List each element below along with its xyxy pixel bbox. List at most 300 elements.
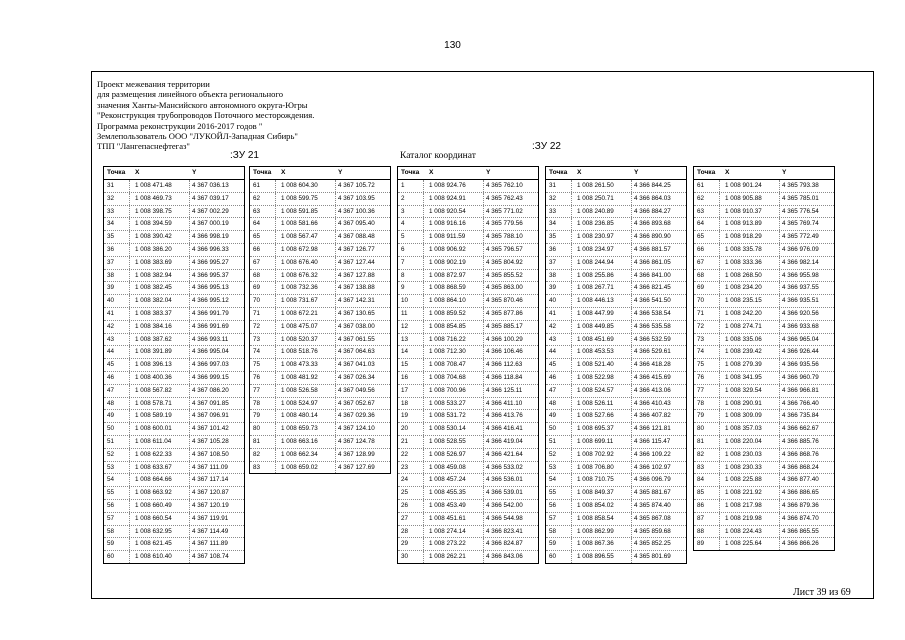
x-cell: 1 008 633.67 [130, 462, 190, 474]
header-x: X [135, 169, 140, 176]
plot-label-zu22: :ЗУ 22 [532, 141, 561, 152]
header-y: Y [338, 169, 343, 176]
table-row [694, 295, 834, 308]
x-cell: 1 008 230.97 [572, 231, 632, 243]
x-cell: 1 008 702.92 [572, 449, 632, 461]
x-cell: 1 008 868.59 [424, 282, 484, 294]
point-cell: 47 [104, 385, 130, 397]
y-cell: 4 366 993.11 [192, 335, 229, 343]
table-row [546, 270, 686, 283]
point-cell: 24 [398, 474, 424, 486]
x-cell: 1 008 591.85 [276, 206, 336, 218]
header-line: для размещения линейного объекта регионального [97, 89, 284, 100]
x-cell: 1 008 676.32 [276, 270, 336, 282]
x-cell: 1 008 221.92 [720, 487, 780, 499]
y-cell: 4 365 801.69 [634, 553, 671, 561]
table-row [546, 526, 686, 539]
table-row [250, 270, 390, 283]
x-cell: 1 008 858.54 [572, 513, 632, 525]
y-cell: 4 367 026.34 [338, 373, 375, 381]
y-cell: 4 367 127.44 [338, 258, 375, 266]
x-cell: 1 008 219.98 [720, 513, 780, 525]
point-cell: 57 [546, 513, 572, 525]
point-cell: 64 [694, 218, 720, 230]
point-cell: 80 [250, 423, 276, 435]
y-cell: 4 366 662.67 [782, 425, 819, 433]
table-header [104, 167, 244, 180]
table-row [546, 282, 686, 295]
table-row [250, 231, 390, 244]
table-row [546, 308, 686, 321]
y-cell: 4 366 411.10 [486, 399, 523, 407]
y-cell: 4 366 416.41 [486, 425, 523, 433]
y-cell: 4 367 095.40 [338, 220, 375, 228]
table-row [694, 359, 834, 372]
y-cell: 4 366 766.40 [782, 399, 819, 407]
x-cell: 1 008 567.47 [276, 231, 336, 243]
x-cell: 1 008 622.33 [130, 449, 190, 461]
y-cell: 4 366 418.28 [634, 361, 671, 369]
point-cell: 34 [104, 218, 130, 230]
point-cell: 64 [250, 218, 276, 230]
x-cell: 1 008 672.98 [276, 244, 336, 256]
table-row [104, 334, 244, 347]
x-cell: 1 008 382.94 [130, 270, 190, 282]
x-cell: 1 008 382.04 [130, 295, 190, 307]
y-cell: 4 366 995.37 [192, 271, 229, 279]
x-cell: 1 008 387.62 [130, 334, 190, 346]
table-row [694, 282, 834, 295]
table-row [250, 218, 390, 231]
y-cell: 4 366 109.22 [634, 450, 671, 458]
point-cell: 86 [694, 500, 720, 512]
x-cell: 1 008 480.14 [276, 410, 336, 422]
y-cell: 4 366 539.01 [486, 489, 523, 497]
y-cell: 4 365 863.00 [486, 284, 523, 292]
point-cell: 27 [398, 513, 424, 525]
x-cell: 1 008 446.13 [572, 295, 632, 307]
point-cell: 53 [104, 462, 130, 474]
point-cell: 70 [694, 295, 720, 307]
point-cell: 66 [250, 244, 276, 256]
x-cell: 1 008 902.19 [424, 257, 484, 269]
x-cell: 1 008 273.22 [424, 538, 484, 550]
point-cell: 28 [398, 526, 424, 538]
table-row [104, 410, 244, 423]
point-cell: 76 [250, 372, 276, 384]
x-cell: 1 008 531.72 [424, 410, 484, 422]
table-row [398, 500, 538, 513]
point-cell: 44 [546, 346, 572, 358]
point-cell: 3 [398, 206, 424, 218]
table-row [694, 372, 834, 385]
header-line: Проект межевания территории [97, 79, 210, 89]
header-line: значения Ханты-Мансийского автономного округа-Югры [97, 99, 308, 110]
x-cell: 1 008 383.37 [130, 308, 190, 320]
header-x: X [577, 169, 582, 176]
point-cell: 59 [546, 538, 572, 550]
x-cell: 1 008 905.88 [720, 193, 780, 205]
x-cell: 1 008 225.88 [720, 474, 780, 486]
table-row [694, 346, 834, 359]
coordinate-table-3 [397, 166, 539, 564]
table-row [546, 231, 686, 244]
table-row [398, 538, 538, 551]
y-cell: 4 367 039.17 [192, 194, 229, 202]
table-row [104, 423, 244, 436]
point-cell: 33 [104, 206, 130, 218]
x-cell: 1 008 518.76 [276, 346, 336, 358]
y-cell: 4 366 532.59 [634, 335, 671, 343]
table-row [694, 423, 834, 436]
table-row [546, 513, 686, 526]
x-cell: 1 008 391.89 [130, 346, 190, 358]
point-cell: 37 [546, 257, 572, 269]
x-cell: 1 008 589.19 [130, 410, 190, 422]
point-cell: 22 [398, 449, 424, 461]
point-cell: 35 [546, 231, 572, 243]
x-cell: 1 008 526.58 [276, 385, 336, 397]
point-cell: 69 [250, 282, 276, 294]
x-cell: 1 008 700.96 [424, 385, 484, 397]
x-cell: 1 008 731.67 [276, 295, 336, 307]
table-row [398, 436, 538, 449]
table-row [104, 282, 244, 295]
coordinate-table-2 [249, 166, 391, 474]
x-cell: 1 008 459.08 [424, 462, 484, 474]
y-cell: 4 365 874.40 [634, 501, 671, 509]
x-cell: 1 008 859.52 [424, 308, 484, 320]
table-row [250, 436, 390, 449]
point-cell: 33 [546, 206, 572, 218]
table-row [546, 295, 686, 308]
y-cell: 4 365 776.54 [782, 207, 819, 215]
x-cell: 1 008 274.71 [720, 321, 780, 333]
x-cell: 1 008 453.49 [424, 500, 484, 512]
y-cell: 4 366 861.05 [634, 258, 671, 266]
x-cell: 1 008 217.98 [720, 500, 780, 512]
header-y: Y [192, 169, 197, 176]
table-row [694, 257, 834, 270]
y-cell: 4 366 991.79 [192, 309, 229, 317]
table-row [694, 500, 834, 513]
table-row [398, 282, 538, 295]
table-row [546, 551, 686, 563]
y-cell: 4 366 935.51 [782, 297, 819, 305]
point-cell: 40 [104, 295, 130, 307]
y-cell: 4 366 821.45 [634, 284, 671, 292]
x-cell: 1 008 918.29 [720, 231, 780, 243]
table-row [546, 423, 686, 436]
table-row [546, 180, 686, 193]
y-cell: 4 366 982.14 [782, 258, 819, 266]
x-cell: 1 008 710.75 [572, 474, 632, 486]
point-cell: 72 [694, 321, 720, 333]
table-row [546, 385, 686, 398]
table-row [104, 474, 244, 487]
table-row [398, 193, 538, 206]
y-cell: 4 365 877.86 [486, 309, 523, 317]
table-row [250, 359, 390, 372]
x-cell: 1 008 396.13 [130, 359, 190, 371]
y-cell: 4 366 991.69 [192, 322, 229, 330]
y-cell: 4 365 788.10 [486, 233, 523, 241]
table-row [250, 398, 390, 411]
x-cell: 1 008 333.36 [720, 257, 780, 269]
table-row [104, 372, 244, 385]
x-cell: 1 008 659.73 [276, 423, 336, 435]
point-cell: 69 [694, 282, 720, 294]
point-cell: 47 [546, 385, 572, 397]
y-cell: 4 367 000.19 [192, 220, 229, 228]
x-cell: 1 008 578.71 [130, 398, 190, 410]
point-cell: 32 [546, 193, 572, 205]
x-cell: 1 008 910.37 [720, 206, 780, 218]
point-cell: 77 [694, 385, 720, 397]
table-row [250, 449, 390, 462]
x-cell: 1 008 530.14 [424, 423, 484, 435]
x-cell: 1 008 250.71 [572, 193, 632, 205]
table-row [398, 423, 538, 436]
x-cell: 1 008 449.85 [572, 321, 632, 333]
point-cell: 40 [546, 295, 572, 307]
point-cell: 63 [250, 206, 276, 218]
y-cell: 4 367 064.63 [338, 348, 375, 356]
x-cell: 1 008 659.02 [276, 462, 336, 474]
y-cell: 4 366 544.98 [486, 514, 523, 522]
x-cell: 1 008 896.55 [572, 551, 632, 563]
point-cell: 52 [104, 449, 130, 461]
header-x: X [725, 169, 730, 176]
point-cell: 60 [104, 551, 130, 563]
y-cell: 4 365 885.17 [486, 322, 523, 330]
point-cell: 62 [694, 193, 720, 205]
header-line: ТПП "Лангепаснефтегаз" [97, 141, 190, 152]
header-x: X [281, 169, 286, 176]
x-cell: 1 008 274.14 [424, 526, 484, 538]
x-cell: 1 008 611.04 [130, 436, 190, 448]
x-cell: 1 008 255.86 [572, 270, 632, 282]
x-cell: 1 008 526.97 [424, 449, 484, 461]
header-line: Программа реконструкции 2016-2017 годов " [97, 120, 263, 131]
x-cell: 1 008 398.75 [130, 206, 190, 218]
point-cell: 59 [104, 538, 130, 550]
point-cell: 56 [546, 500, 572, 512]
table-row [104, 398, 244, 411]
page-number: 130 [444, 40, 461, 51]
point-cell: 39 [546, 282, 572, 294]
y-cell: 4 366 536.01 [486, 476, 523, 484]
point-cell: 76 [694, 372, 720, 384]
table-row [694, 398, 834, 411]
table-row [546, 244, 686, 257]
table-row [398, 449, 538, 462]
table-row [546, 206, 686, 219]
y-cell: 4 366 998.19 [192, 233, 229, 241]
point-cell: 36 [104, 244, 130, 256]
x-cell: 1 008 533.27 [424, 398, 484, 410]
point-cell: 58 [104, 526, 130, 538]
table-row [694, 244, 834, 257]
x-cell: 1 008 279.39 [720, 359, 780, 371]
coordinate-table-4 [545, 166, 687, 564]
table-row [250, 423, 390, 436]
point-cell: 67 [694, 257, 720, 269]
x-cell: 1 008 632.95 [130, 526, 190, 538]
x-cell: 1 008 451.61 [424, 513, 484, 525]
table-row [546, 321, 686, 334]
y-cell: 4 367 105.72 [338, 182, 375, 189]
table-row [250, 308, 390, 321]
table-row [104, 385, 244, 398]
point-cell: 41 [546, 308, 572, 320]
y-cell: 4 366 121.81 [634, 425, 671, 433]
point-cell: 62 [250, 193, 276, 205]
x-cell: 1 008 911.59 [424, 231, 484, 243]
table-row [398, 410, 538, 423]
table-row [546, 398, 686, 411]
table-row [398, 334, 538, 347]
point-cell: 7 [398, 257, 424, 269]
point-cell: 79 [250, 410, 276, 422]
y-cell: 4 366 868.76 [782, 450, 819, 458]
x-cell: 1 008 712.30 [424, 346, 484, 358]
point-cell: 54 [104, 474, 130, 486]
point-cell: 31 [546, 180, 572, 192]
table-row [250, 321, 390, 334]
y-cell: 4 367 111.09 [192, 463, 228, 471]
table-row [104, 257, 244, 270]
x-cell: 1 008 600.01 [130, 423, 190, 435]
x-cell: 1 008 854.02 [572, 500, 632, 512]
point-cell: 2 [398, 193, 424, 205]
table-header [546, 167, 686, 180]
table-row [104, 487, 244, 500]
x-cell: 1 008 236.85 [572, 218, 632, 230]
table-row [398, 346, 538, 359]
project-header [97, 79, 397, 152]
point-cell: 39 [104, 282, 130, 294]
point-cell: 83 [250, 462, 276, 474]
point-cell: 79 [694, 410, 720, 422]
x-cell: 1 008 341.95 [720, 372, 780, 384]
header-point: Точка [107, 169, 126, 176]
x-cell: 1 008 457.24 [424, 474, 484, 486]
table-row [250, 295, 390, 308]
point-cell: 46 [546, 372, 572, 384]
x-cell: 1 008 234.20 [720, 282, 780, 294]
table-row [104, 526, 244, 539]
x-cell: 1 008 916.16 [424, 218, 484, 230]
y-cell: 4 366 823.41 [486, 527, 523, 535]
point-cell: 55 [546, 487, 572, 499]
y-cell: 4 367 124.78 [338, 437, 375, 445]
x-cell: 1 008 872.97 [424, 270, 484, 282]
table-row [694, 526, 834, 539]
table-row [104, 295, 244, 308]
point-cell: 11 [398, 308, 424, 320]
point-cell: 48 [546, 398, 572, 410]
table-row [546, 218, 686, 231]
table-row [546, 359, 686, 372]
point-cell: 44 [104, 346, 130, 358]
point-cell: 38 [104, 270, 130, 282]
header-point: Точка [697, 169, 716, 176]
x-cell: 1 008 849.37 [572, 487, 632, 499]
x-cell: 1 008 524.97 [276, 398, 336, 410]
point-cell: 75 [250, 359, 276, 371]
y-cell: 4 367 002.29 [192, 207, 229, 215]
table-row [104, 449, 244, 462]
point-cell: 35 [104, 231, 130, 243]
y-cell: 4 365 852.25 [634, 540, 671, 548]
y-cell: 4 367 103.95 [338, 194, 375, 202]
y-cell: 4 365 796.57 [486, 245, 523, 253]
y-cell: 4 366 933.68 [782, 322, 819, 330]
y-cell: 4 366 102.97 [634, 463, 671, 471]
table-row [398, 270, 538, 283]
table-row [250, 372, 390, 385]
x-cell: 1 008 906.92 [424, 244, 484, 256]
table-row [398, 206, 538, 219]
point-cell: 37 [104, 257, 130, 269]
point-cell: 75 [694, 359, 720, 371]
point-cell: 65 [250, 231, 276, 243]
point-cell: 4 [398, 218, 424, 230]
point-cell: 68 [694, 270, 720, 282]
y-cell: 4 367 096.91 [192, 412, 229, 420]
table-row [250, 193, 390, 206]
x-cell: 1 008 520.37 [276, 334, 336, 346]
point-cell: 30 [398, 551, 424, 563]
x-cell: 1 008 521.40 [572, 359, 632, 371]
x-cell: 1 008 924.76 [424, 180, 484, 192]
y-cell: 4 367 138.88 [338, 284, 375, 292]
y-cell: 4 367 038.00 [338, 322, 375, 330]
table-row [694, 193, 834, 206]
table-row [546, 193, 686, 206]
point-cell: 70 [250, 295, 276, 307]
x-cell: 1 008 383.69 [130, 257, 190, 269]
point-cell: 51 [546, 436, 572, 448]
point-cell: 73 [250, 334, 276, 346]
point-cell: 58 [546, 526, 572, 538]
y-cell: 4 365 762.10 [486, 182, 523, 189]
x-cell: 1 008 663.92 [130, 487, 190, 499]
y-cell: 4 366 999.15 [192, 373, 229, 381]
y-cell: 4 366 877.40 [782, 476, 819, 484]
point-cell: 57 [104, 513, 130, 525]
table-row [546, 462, 686, 475]
x-cell: 1 008 664.66 [130, 474, 190, 486]
point-cell: 36 [546, 244, 572, 256]
x-cell: 1 008 862.99 [572, 526, 632, 538]
x-cell: 1 008 451.69 [572, 334, 632, 346]
y-cell: 4 366 955.98 [782, 271, 819, 279]
y-cell: 4 366 096.79 [634, 476, 671, 484]
table-row [546, 346, 686, 359]
y-cell: 4 367 100.36 [338, 207, 375, 215]
x-cell: 1 008 867.36 [572, 538, 632, 550]
table-row [546, 436, 686, 449]
table-row [104, 270, 244, 283]
x-cell: 1 008 528.55 [424, 436, 484, 448]
y-cell: 4 366 995.12 [192, 297, 229, 305]
y-cell: 4 366 920.56 [782, 309, 819, 317]
y-cell: 4 366 419.04 [486, 437, 523, 445]
table-row [546, 449, 686, 462]
table-row [250, 462, 390, 474]
